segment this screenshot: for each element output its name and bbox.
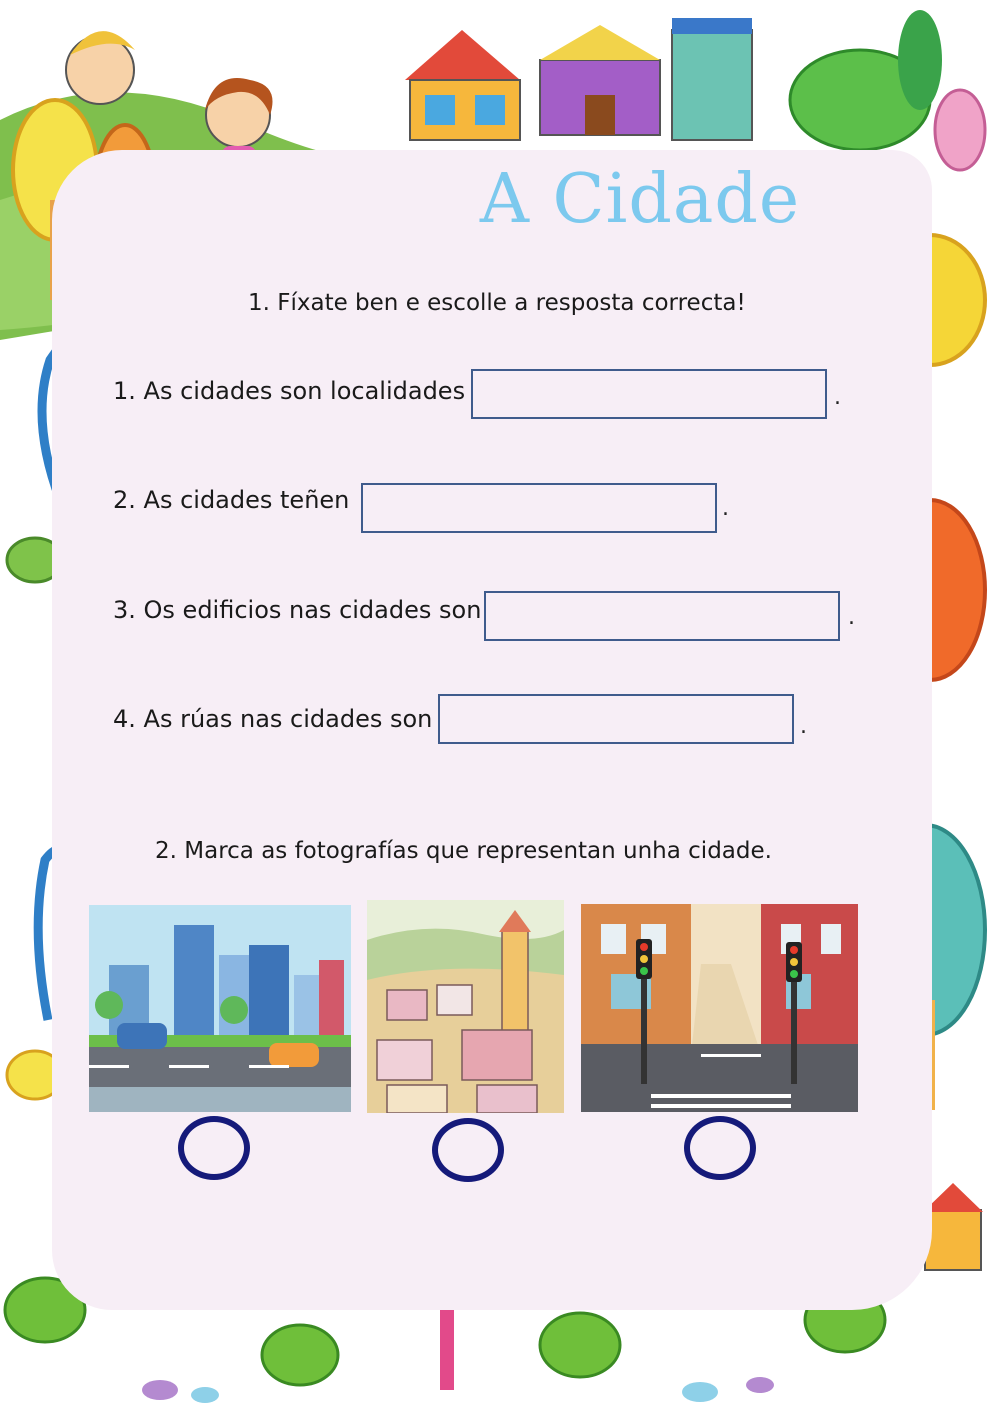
answer-box-3[interactable] — [484, 591, 840, 641]
section2-instruction: 2. Marca as fotografías que representan unha cidade. — [155, 838, 772, 864]
question-4-text: 4. As rúas nas cidades son — [113, 705, 433, 733]
question-2-text: 2. As cidades teñen — [113, 486, 350, 514]
question-2-period: . — [722, 496, 729, 521]
question-3-text: 3. Os edificios nas cidades son — [113, 596, 482, 624]
question-3-period: . — [848, 605, 855, 630]
section1-instruction: 1. Fíxate ben e escolle a resposta correcta! — [248, 290, 746, 316]
question-4-period: . — [800, 714, 807, 739]
select-circle-photo-3[interactable] — [684, 1116, 756, 1180]
photo-modern-city — [89, 905, 351, 1112]
page-title: A Cidade — [479, 160, 801, 239]
photo-street-crossing — [581, 904, 858, 1112]
answer-box-4[interactable] — [438, 694, 794, 744]
select-circle-photo-1[interactable] — [178, 1116, 250, 1180]
question-1-text: 1. As cidades son localidades — [113, 377, 466, 405]
answer-box-2[interactable] — [361, 483, 717, 533]
question-1-period: . — [834, 385, 841, 410]
photo-village-drawing — [367, 900, 564, 1113]
select-circle-photo-2[interactable] — [432, 1118, 504, 1182]
answer-box-1[interactable] — [471, 369, 827, 419]
